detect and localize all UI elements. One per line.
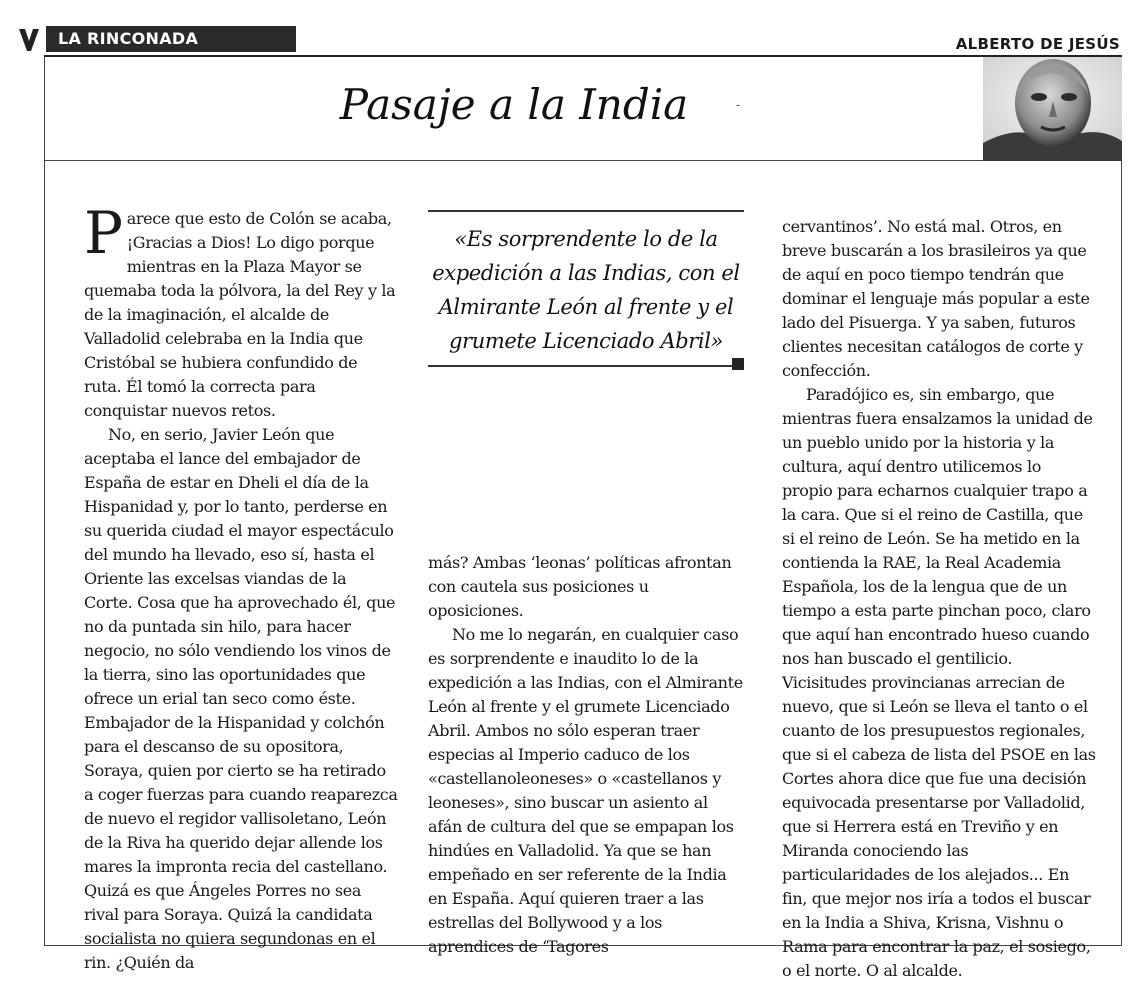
drop-cap: P bbox=[84, 199, 123, 267]
quote-rule-top bbox=[428, 210, 744, 212]
paragraph: cervantinos’. No está mal. Otros, en breve buscarán a los brasileiros ya que de aquí en poco tiempo tendrán que dominar el lenguaje más popular a este lado del Pisuerga. Y ya saben, futuros clientes necesitan catálogos de corte y confección. bbox=[782, 217, 1090, 380]
pull-quote: «Es sorprendente lo de la expedición a las Indias, con el Almirante León al frente y el grumete Licenciado Abril» bbox=[432, 227, 740, 353]
quote-rule-bottom bbox=[428, 365, 744, 367]
section-label: LA RINCONADA bbox=[58, 29, 199, 48]
end-mark-icon bbox=[732, 358, 744, 370]
column-2 bbox=[428, 551, 746, 959]
column-1 bbox=[84, 199, 398, 975]
mark: - bbox=[736, 98, 741, 112]
paragraph: No, en serio, Javier León que aceptaba el lance del embajador de España de estar en Dheli el día de la Hispanidad y, por lo tanto, perderse en su querida ciudad el mayor espectáculo del mundo ha llevado, eso sí, hasta el Oriente las excelsas viandas de la Corte. Cosa que ha aprovechado él, que no da puntada sin hilo, para hacer negocio, no sólo vendiendo los vinos de la tierra, sino las oportunidades que ofrece un erial tan seco como éste. Embajador de la Hispanidad y colchón para el descanso de su opositora, Soraya, quien por cierto se ha retirado a coger fuerzas para cuando reaparezca de nuevo el regidor vallisoletano, León de la Riva ha querido dejar allende los mares la impronta recia del castellano. Quizá es que Ángeles Porres no sea rival para Soraya. Quizá la candidata socialista no quiera segundonas en el rin. ¿Quién da bbox=[84, 425, 398, 972]
paragraph: Paradójico es, sin embargo, que mientras fuera ensalzamos la unidad de un pueblo unido por la historia y la cultura, aquí dentro utilicemos lo propio para echarnos cualquier trapo a la cara. Que si el reino de Castilla, que si el reino de León. Se ha metido en la contienda la RAE, la Real Academia Española, los de la lengua que de un tiempo a esta parte pinchan poco, claro que aquí han encontrado hueso cuando nos han buscado el gentilicio. Vicisitudes provincianas arrecian de nuevo, que si León se lleva el tanto o el cuanto de los presupuestos regionales, que si el cabeza de lista del PSOE en las Cortes ahora dice que fue una decisión equivocada presentarse por Valladolid, que si Herrera está en Treviño y en Miranda conociendo las particularidades de los alejados... En fin, que mejor nos iría a todos el buscar en la India a Shiva, Krisna, Vishnu o Rama para encontrar la paz, el sosiego, o el norte. O al alcalde. bbox=[782, 385, 1096, 980]
article-title: Pasaje a la India bbox=[339, 80, 689, 129]
v-logo-icon bbox=[17, 27, 41, 53]
paragraph: más? Ambas ‘leonas’ políticas afrontan con cautela sus posiciones u oposiciones. bbox=[428, 553, 732, 620]
paragraph bbox=[84, 199, 398, 423]
paragraph-text: arece que esto de Colón se acaba, ¡Gracias a Dios! Lo digo porque mientras en la Plaza Mayor se quemaba toda la pólvora, la del Rey y la de la imaginación, el alcalde de Valladolid celebraba en la India que Cristóbal se hubiera confundido de ruta. Él tomó la correcta para conquistar nuevos retos. bbox=[84, 209, 396, 420]
author-name: ALBERTO DE JESÚS bbox=[955, 35, 1120, 53]
paragraph: No me lo negarán, en cualquier caso es sorprendente e inaudito lo de la expedición a las Indias, con el Almirante León al frente y el grumete Licenciado Abril. Ambos no sólo esperan traer especias al Imperio caduco de los «castellanoleoneses» o «castellanos y leoneses», sino buscar un asiento al afán de cultura del que se empapan los hindúes en Valladolid. Ya que se han empeñado en ser referente de la India en España. Aquí quieren traer a las estrellas del Bollywood y a los aprendices de ‘Tagores bbox=[428, 625, 743, 956]
column-3 bbox=[782, 215, 1096, 983]
author-photo bbox=[983, 57, 1122, 161]
